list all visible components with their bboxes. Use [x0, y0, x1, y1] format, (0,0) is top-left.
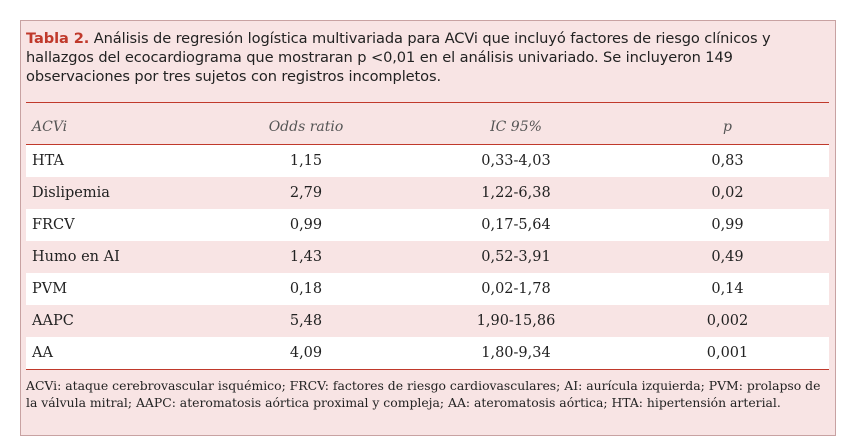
table-row [26, 209, 829, 241]
cell-ci: 0,02-1,78 [481, 281, 551, 297]
cell-odds-ratio: 5,48 [289, 313, 323, 329]
table-bottom-divider [26, 369, 829, 370]
table-row [26, 305, 829, 337]
cell-variable: Humo en AI [32, 249, 120, 265]
cell-p-value: 0,99 [711, 217, 744, 233]
cell-ci: 0,33-4,03 [481, 153, 551, 169]
table-row [26, 273, 829, 305]
cell-variable: HTA [32, 153, 64, 169]
cell-odds-ratio: 1,15 [289, 153, 323, 169]
cell-variable: Dislipemia [32, 185, 110, 201]
cell-p-value: 0,14 [711, 281, 744, 297]
cell-p-value: 0,02 [711, 185, 744, 201]
cell-odds-ratio: 0,99 [289, 217, 323, 233]
cell-ci: 1,22-6,38 [481, 185, 551, 201]
cell-odds-ratio: 1,43 [289, 249, 323, 265]
cell-ci: 1,90-15,86 [476, 313, 556, 329]
caption-text: Análisis de regresión logística multivariada para ACVi que incluyó factores de riesgo clínicos y hallazgos del ecocardiograma que mostraran p <0,01 en el análisis univariado. Se incluyeron 149 observaciones por tres sujetos con registros incompletos. [26, 30, 771, 85]
header-odds-ratio: Odds ratio [268, 119, 344, 135]
cell-variable: AAPC [32, 313, 74, 329]
cell-ci: 0,17-5,64 [481, 217, 551, 233]
cell-p-value: 0,001 [706, 345, 749, 361]
header-p-value: p [723, 119, 732, 135]
cell-ci: 0,52-3,91 [481, 249, 551, 265]
table-row [26, 145, 829, 177]
table-body [26, 145, 829, 369]
table-row [26, 337, 829, 369]
cell-odds-ratio: 4,09 [289, 345, 323, 361]
header-variable: ACVi [32, 119, 68, 135]
table-header-row [26, 110, 829, 144]
table-row [26, 177, 829, 209]
table-row [26, 241, 829, 273]
regression-table [26, 110, 829, 369]
table-footnote: ACVi: ataque cerebrovascular isquémico; FRCV: factores de riesgo cardiovasculares; AI: aurícula izquierda; PVM: prolapso de la válvula mitral; AAPC: ateromatosis aórtica proximal y compleja; AA: ateromatosis aórtica; HTA: hipertensión arterial. [26, 378, 821, 410]
cell-odds-ratio: 0,18 [289, 281, 323, 297]
caption-label: Tabla 2. [26, 30, 90, 47]
cell-ci: 1,80-9,34 [481, 345, 551, 361]
cell-p-value: 0,002 [706, 313, 749, 329]
header-ci: IC 95% [490, 119, 542, 135]
table-caption [26, 29, 831, 86]
header-divider [26, 144, 829, 145]
cell-variable: FRCV [32, 217, 75, 233]
cell-p-value: 0,49 [711, 249, 744, 265]
cell-variable: AA [32, 345, 53, 361]
cell-odds-ratio: 2,79 [289, 185, 323, 201]
cell-p-value: 0,83 [711, 153, 744, 169]
cell-variable: PVM [32, 281, 68, 297]
table-container [20, 20, 836, 436]
caption-divider [26, 102, 829, 103]
